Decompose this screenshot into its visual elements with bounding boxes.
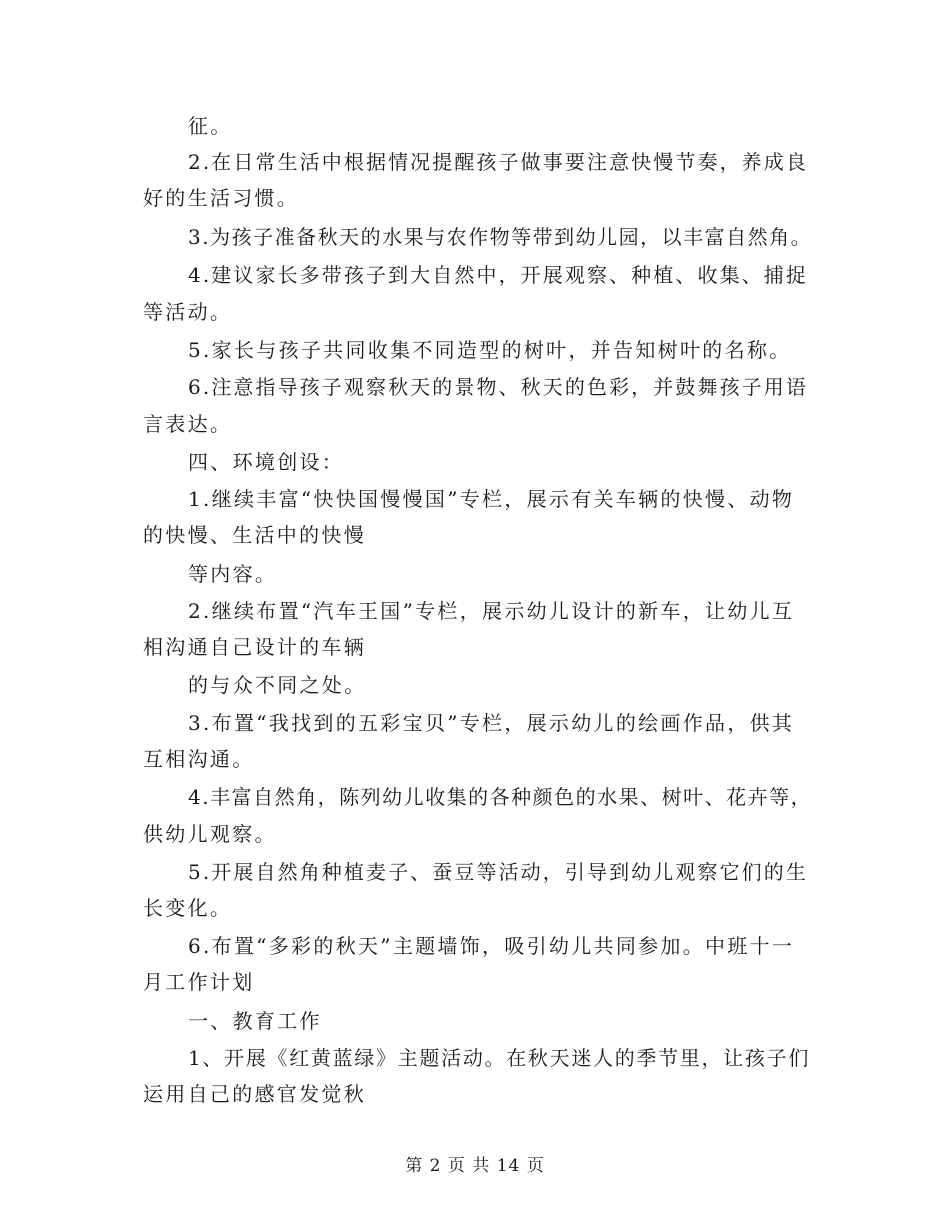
text-line: 互相沟通。: [143, 747, 255, 771]
text-line: 言表达。: [143, 412, 233, 436]
text-line: 6.注意指导孩子观察秋天的景物、秋天的色彩，并鼓舞孩子用语: [188, 375, 808, 399]
text-line: 4.建议家长多带孩子到大自然中，开展观察、种植、收集、捕捉: [188, 263, 808, 287]
text-line: 4.丰富自然角，陈列幼儿收集的各种颜色的水果、树叶、花卉等，: [188, 785, 813, 809]
text-line: 运用自己的感官发觉秋: [143, 1082, 366, 1106]
text-line: 供幼儿观察。: [143, 822, 277, 846]
text-line: 好的生活习惯。: [143, 186, 300, 210]
text-line: 征。: [188, 114, 233, 138]
page-footer: 第 2 页 共 14 页: [405, 1156, 545, 1176]
text-line: 6.布置“多彩的秋天”主题墙饰，吸引幼儿共同参加。中班十一: [188, 934, 795, 958]
section-heading: 一、教育工作: [188, 1009, 322, 1033]
text-line: 3.布置“我找到的五彩宝贝”专栏，展示幼儿的绘画作品，供其: [188, 711, 795, 735]
text-line: 月工作计划: [143, 970, 255, 994]
text-line: 的与众不同之处。: [188, 673, 367, 697]
section-heading: 四、环境创设：: [188, 450, 345, 474]
text-line: 2.在日常生活中根据情况提醒孩子做事要注意快慢节奏，养成良: [188, 150, 808, 174]
text-line: 1、开展《红黄蓝绿》主题活动。在秋天迷人的季节里，让孩子们: [188, 1046, 811, 1070]
text-line: 的快慢、生活中的快慢: [143, 523, 366, 547]
text-line: 1.继续丰富“快快国慢慢国”专栏，展示有关车辆的快慢、动物: [188, 487, 795, 511]
text-line: 3.为孩子准备秋天的水果与农作物等带到幼儿园，以丰富自然角。: [188, 225, 813, 249]
text-line: 5.家长与孩子共同收集不同造型的树叶，并告知树叶的名称。: [188, 338, 792, 362]
text-line: 长变化。: [143, 896, 233, 920]
text-line: 2.继续布置“汽车王国”专栏，展示幼儿设计的新车，让幼儿互: [188, 599, 795, 623]
text-line: 等活动。: [143, 300, 233, 324]
text-line: 相沟通自己设计的车辆: [143, 635, 366, 659]
text-line: 5.开展自然角种植麦子、蚕豆等活动，引导到幼儿观察它们的生: [188, 860, 808, 884]
text-line: 等内容。: [188, 562, 278, 586]
